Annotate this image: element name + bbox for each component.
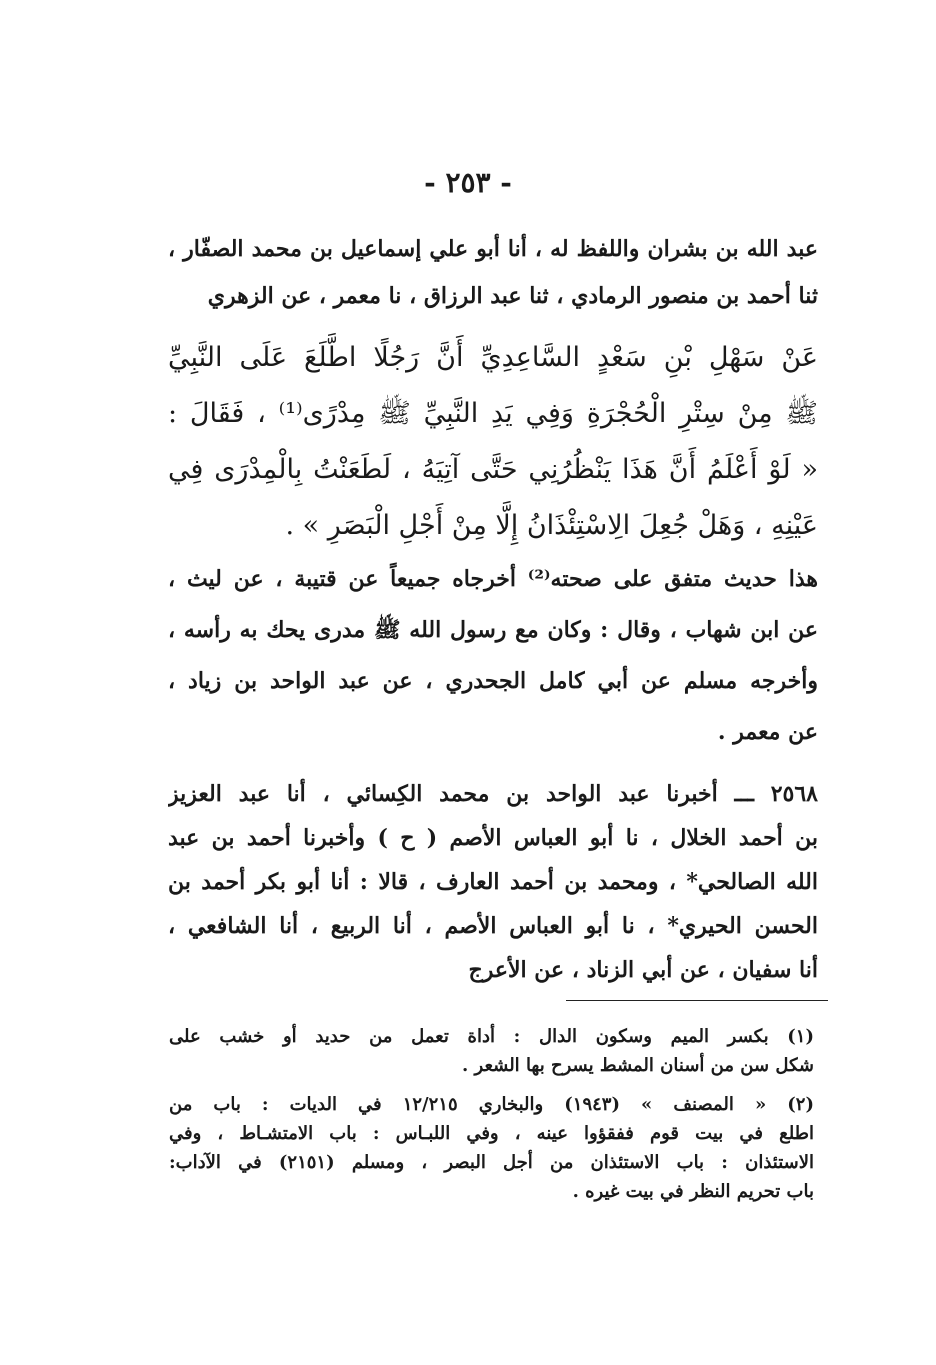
takhrij-paragraph <box>168 554 818 758</box>
footnote-line: الاستئذان : باب الاستئذان من أجل البصر ، ومسلم (٢١٥١) في الآداب: <box>169 1152 814 1173</box>
footnote-1 <box>169 1022 814 1080</box>
hadith-line: ﷺ مِنْ سِتْرِ الْحُجْرَةِ وَفِي يَدِ النَّبِيِّ ﷺ مِدْرًى⁽¹⁾ ، فَقَالَ : <box>168 398 818 429</box>
footnote-line: اطلع في بيت قوم ففقؤوا عينه ، وفي اللبـاس : باب الامتشـاط ، وفي <box>169 1123 814 1144</box>
hadith-line: « لَوْ أَعْلَمُ أَنَّ هَذَا يَنْظُرُنِي حَتَّى آتِيَهُ ، لَطَعَنْتُ بِالْمِدْرَى فِي <box>168 454 818 485</box>
hadith-line: عَنْ سَهْلِ بْنِ سَعْدٍ السَّاعِدِيِّ أَنَّ رَجُلًا اطَّلَعَ عَلَى النَّبِيِّ <box>168 342 818 373</box>
footnote-2 <box>169 1090 814 1206</box>
takhrij-line: عن ابن شهاب ، وقال : وكان مع رسول الله ﷺ مدرى يحك به رأسه ، <box>168 617 818 643</box>
page-number: - ٢٥٣ - <box>424 166 512 199</box>
hadith-2568-line: الحسن الحيري* ، نا أبو العباس الأصم ، أنا الربيع ، أنا الشافعي ، <box>168 913 818 939</box>
isnad-line: ثنا أحمد بن منصور الرمادي ، ثنا عبد الرزاق ، نا معمر ، عن الزهري <box>207 283 818 309</box>
takhrij-line: هذا حديث متفق على صحته⁽²⁾ أخرجاه جميعاً عن قتيبة ، عن ليث ، <box>168 566 818 592</box>
takhrij-line: وأخرجه مسلم عن أبي كامل الجحدري ، عن عبد الواحد بن زياد ، <box>168 668 818 694</box>
footnote-divider <box>566 1000 828 1001</box>
hadith-2568-line: بن أحمد الخلال ، نا أبو العباس الأصم ( ح ) وأخبرنا أحمد بن عبد <box>168 825 818 851</box>
isnad-paragraph <box>168 226 818 320</box>
footnote-line: باب تحريم النظر في بيت غيره . <box>572 1181 814 1202</box>
hadith-2568-line: أنا سفيان ، عن أبي الزناد ، عن الأعرج <box>468 957 818 983</box>
hadith-2568-line: ٢٥٦٨ ـــ أخبرنا عبد الواحد بن محمد الكِسائي ، أنا عبد العزيز <box>168 781 818 807</box>
footnote-line: (١) بكسر الميم وسكون الدال : أداة تعمل من حديد أو خشب على <box>169 1026 814 1047</box>
hadith-2568-isnad <box>168 772 818 992</box>
hadith-text <box>168 330 818 554</box>
footnotes <box>169 1022 814 1206</box>
hadith-2568-line: الله الصالحي* ، ومحمد بن أحمد العارف ، قالا : أنا أبو بكر أحمد بن <box>168 869 818 895</box>
footnote-line: (٢) « المصنف » (١٩٤٣) والبخاري ١٢/٢١٥ في الديات : باب من <box>169 1094 814 1115</box>
hadith-line: عَيْنِهِ ، وَهَلْ جُعِلَ الِاسْتِئْذَانُ إِلَّا مِنْ أَجْلِ الْبَصَرِ » . <box>285 510 818 541</box>
footnote-line: شكل سن من أسنان المشط يسرح بها الشعر . <box>461 1055 814 1076</box>
takhrij-line: عن معمر . <box>717 719 818 745</box>
isnad-line: عبد الله بن بشران واللفظ له ، أنا أبو علي إسماعيل بن محمد الصفّار ، <box>168 236 818 262</box>
